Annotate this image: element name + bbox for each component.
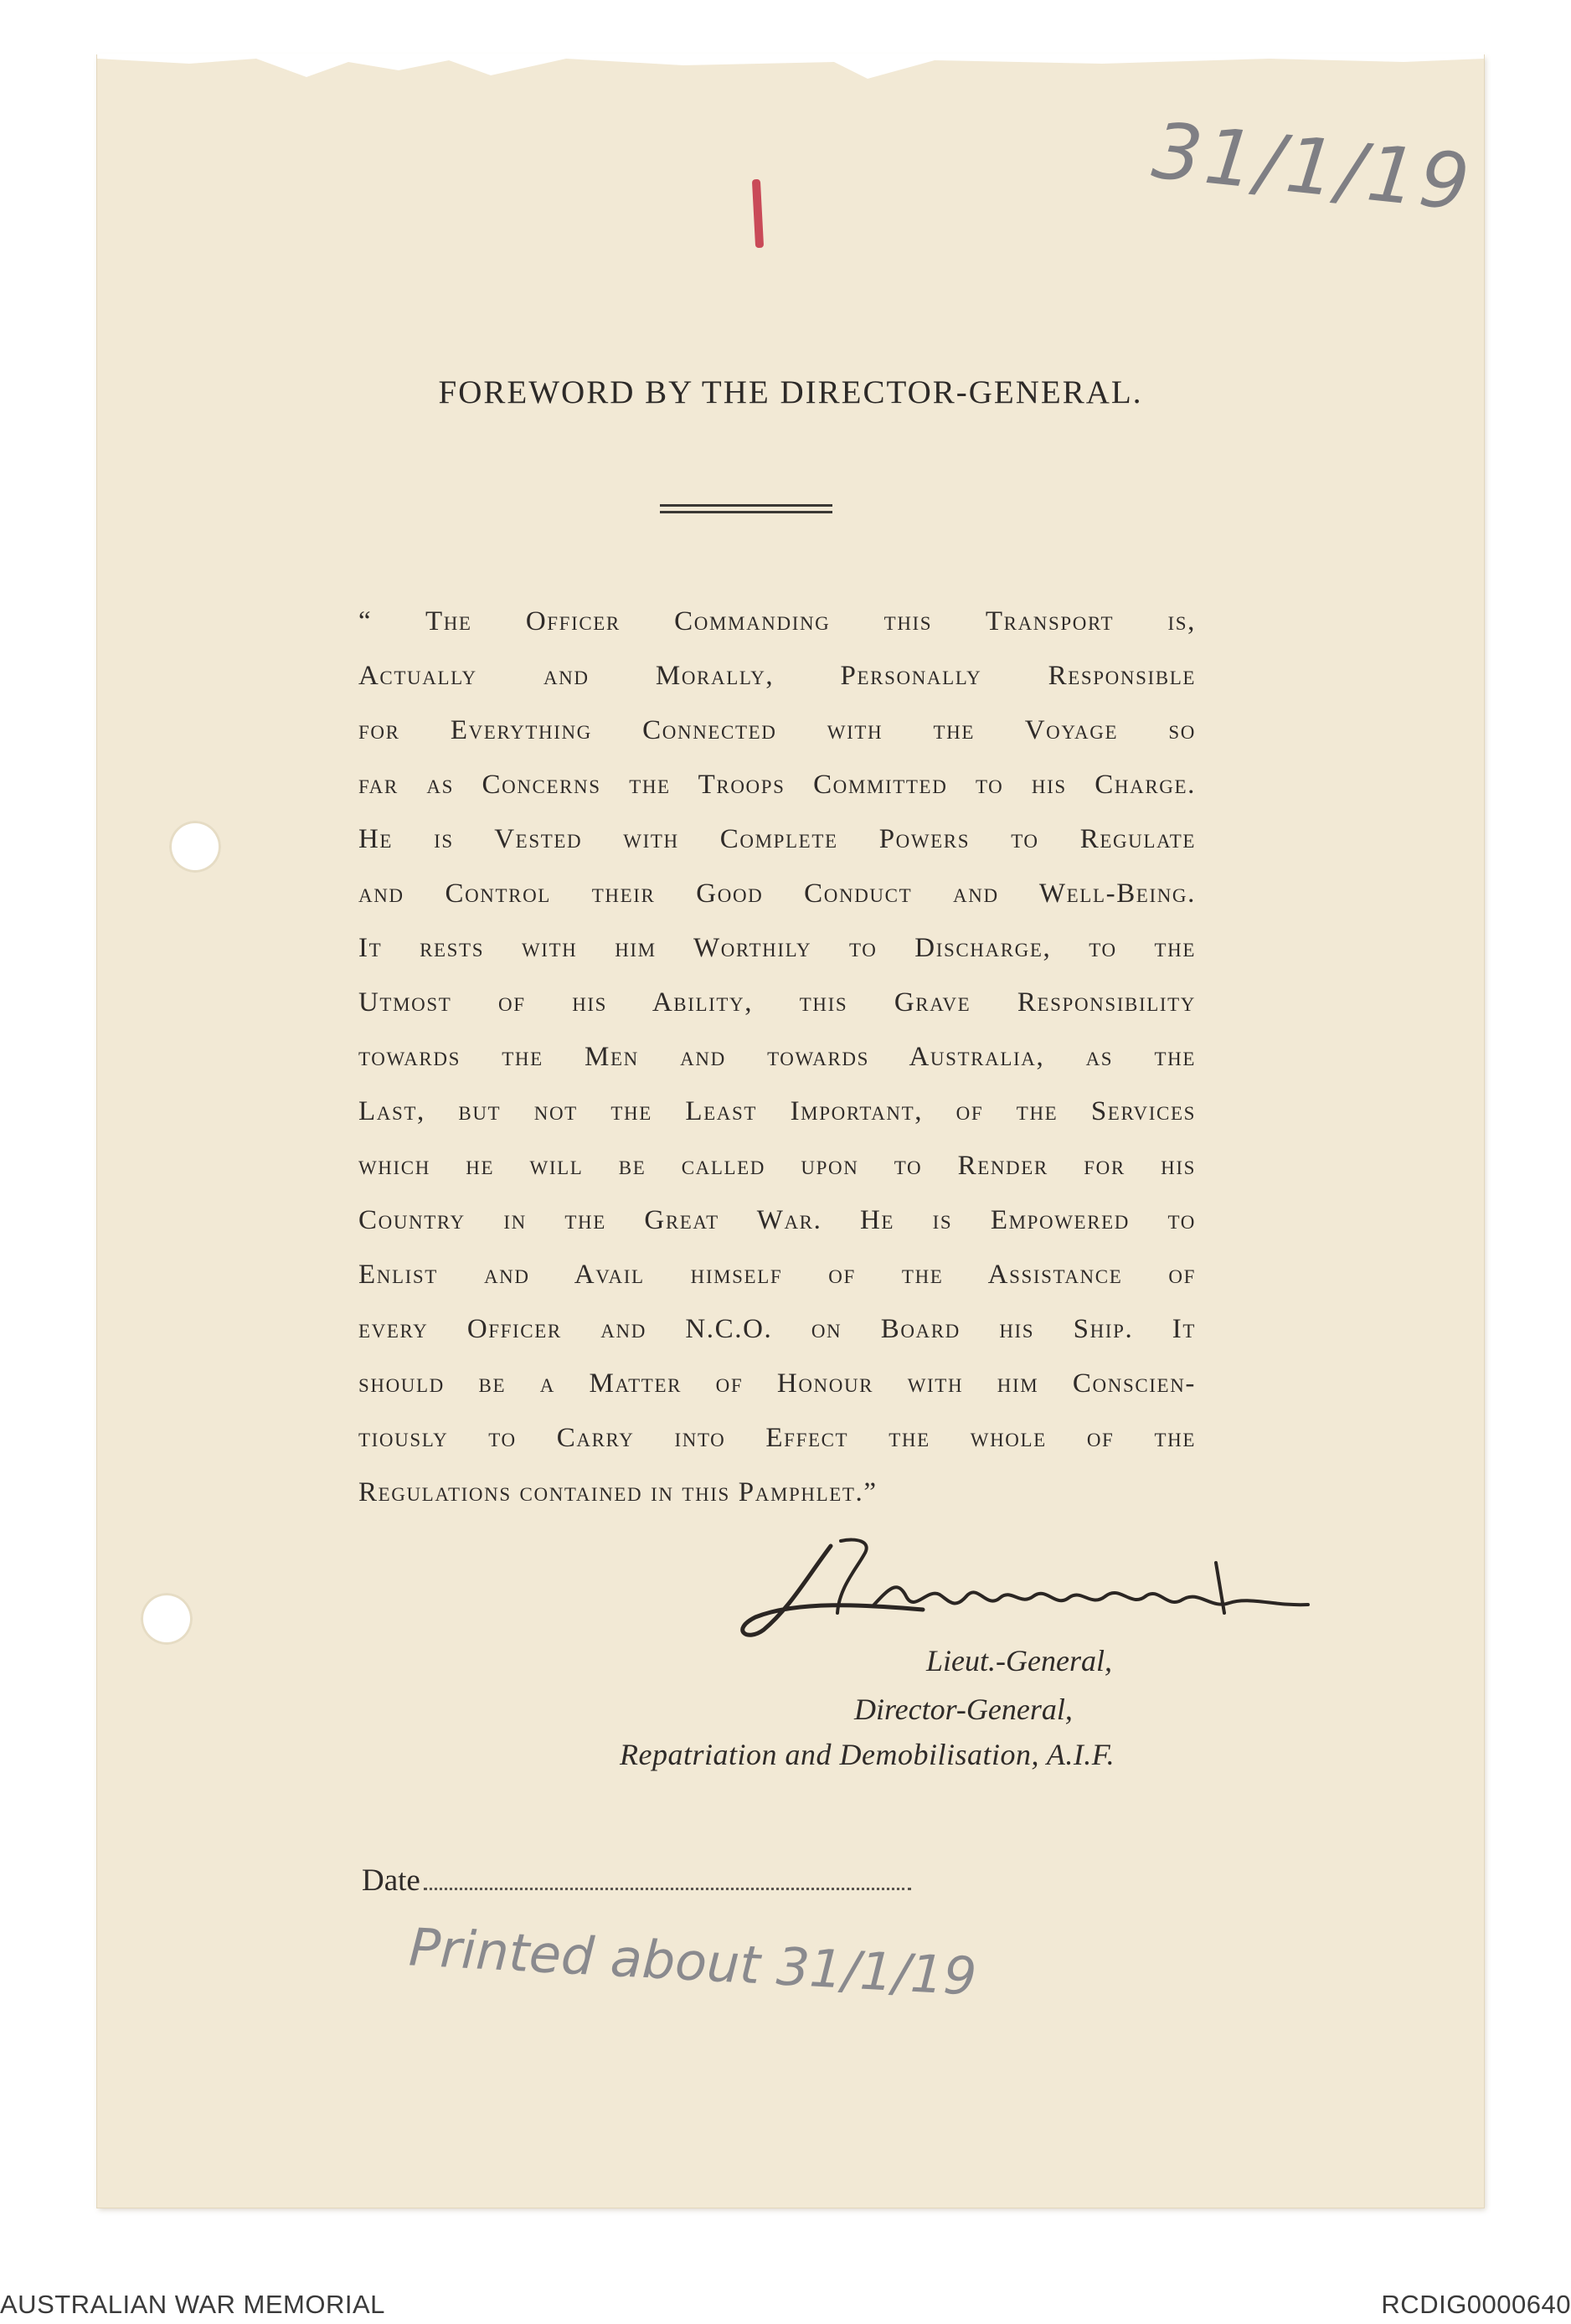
quote-line: Enlist and Avail himself of the Assistance of [358,1260,1196,1290]
quote-line: Actually and Morally, Personally Responsible [358,661,1196,691]
quote-line: towards the Men and towards Australia, as the [358,1042,1196,1072]
title-double-rule [660,511,832,513]
quote-line: tiously to Carry into Effect the whole of the [358,1423,1196,1453]
quote-line: and Control their Good Conduct and Well-Being. [358,879,1196,909]
quote-line: Last, but not the Least Important, of the Services [358,1096,1196,1126]
archive-credit: AUSTRALIAN WAR MEMORIAL [0,2290,385,2319]
date-field [362,1863,911,1899]
quote-line: Utmost of his Ability, this Grave Responsibility [358,987,1196,1018]
quote-line: which he will be called upon to Render for his [358,1151,1196,1181]
quote-line: Regulations contained in this Pamphlet.” [358,1477,878,1507]
document-sheet [97,55,1484,2208]
signatory-department: Repatriation and Demobilisation, A.I.F. [620,1738,1115,1771]
date-dotted-line [424,1888,911,1890]
binder-hole [141,1593,193,1645]
date-label: Date [362,1863,420,1898]
binder-hole [169,821,221,873]
quote-line: far as Concerns the Troops Committed to his Charge. [358,770,1196,800]
quote-line: Country in the Great War. He is Empowered to [358,1205,1196,1235]
handwritten-date: 31/1/19 [1148,106,1477,229]
document-title: FOREWORD BY THE DIRECTOR-GENERAL. [438,374,1143,410]
quote-line: should be a Matter of Honour with him Conscien- [358,1368,1196,1399]
red-pencil-mark [752,179,764,248]
quote-line: every Officer and N.C.O. on Board his Ship. It [358,1314,1196,1344]
title-double-rule [660,504,832,507]
quote-line: He is Vested with Complete Powers to Regulate [358,824,1196,854]
signature-image [730,1529,1316,1646]
quote-line: It rests with him Worthily to Discharge, to the [358,933,1196,963]
quote-line: “ The Officer Commanding this Transport is, [358,606,1196,636]
signatory-position: Director-General, [854,1693,1073,1726]
quote-line: for Everything Connected with the Voyage so [358,715,1196,745]
foreword-quote [358,595,1196,1520]
torn-top-edge [97,54,1484,82]
signatory-rank: Lieut.-General, [926,1644,1112,1677]
pencil-annotation: Printed about 31/1/19 [407,1916,978,2007]
archive-reference-id: RCDIG0000640 [1381,2290,1571,2319]
